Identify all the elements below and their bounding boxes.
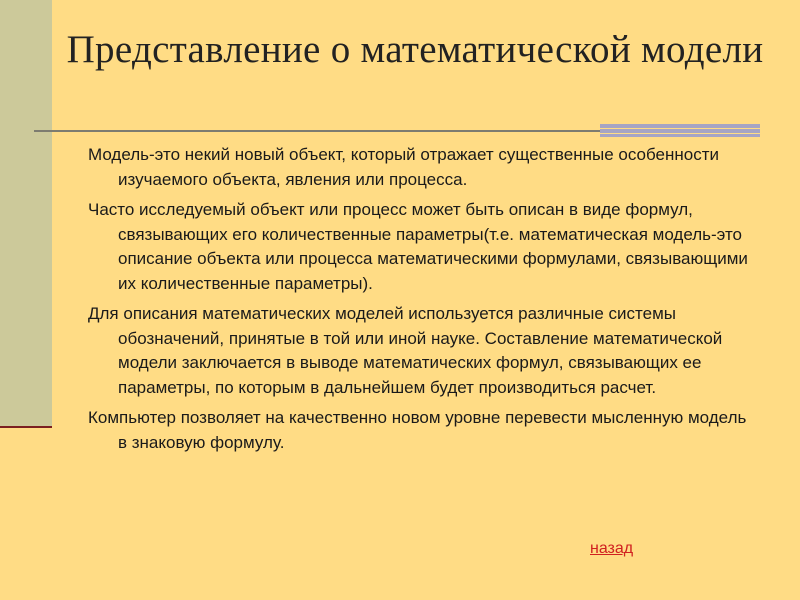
left-decor-bar [0,0,52,426]
paragraph-4: Компьютер позволяет на качественно новом уровне перевести мысленную модель в знаковую формулу. [88,408,747,452]
title-divider-accent [600,124,760,137]
paragraph-3: Для описания математических моделей используется различные системы обозначений, принятые в той или иной науке. Составление математической модели заключается в выводе математических формул, связывающих ее параметры, по которым в дальнейшем будет производиться расчет. [88,304,723,397]
slide-title: Представление о математической модели [66,28,764,71]
slide-content [88,143,758,461]
paragraph-1: Модель-это некий новый объект, который отражает существенные особенности изучаемого объекта, явления или процесса. [88,145,720,189]
left-decor-line [0,426,52,428]
back-link[interactable]: назад [590,540,634,557]
paragraph-2: Часто исследуемый объект или процесс может быть описан в виде формул, связывающих его количественные параметры(т.е. математическая модель-это описание объекта или процесса математическими формулами, связывающими их количественные параметры). [88,200,748,293]
